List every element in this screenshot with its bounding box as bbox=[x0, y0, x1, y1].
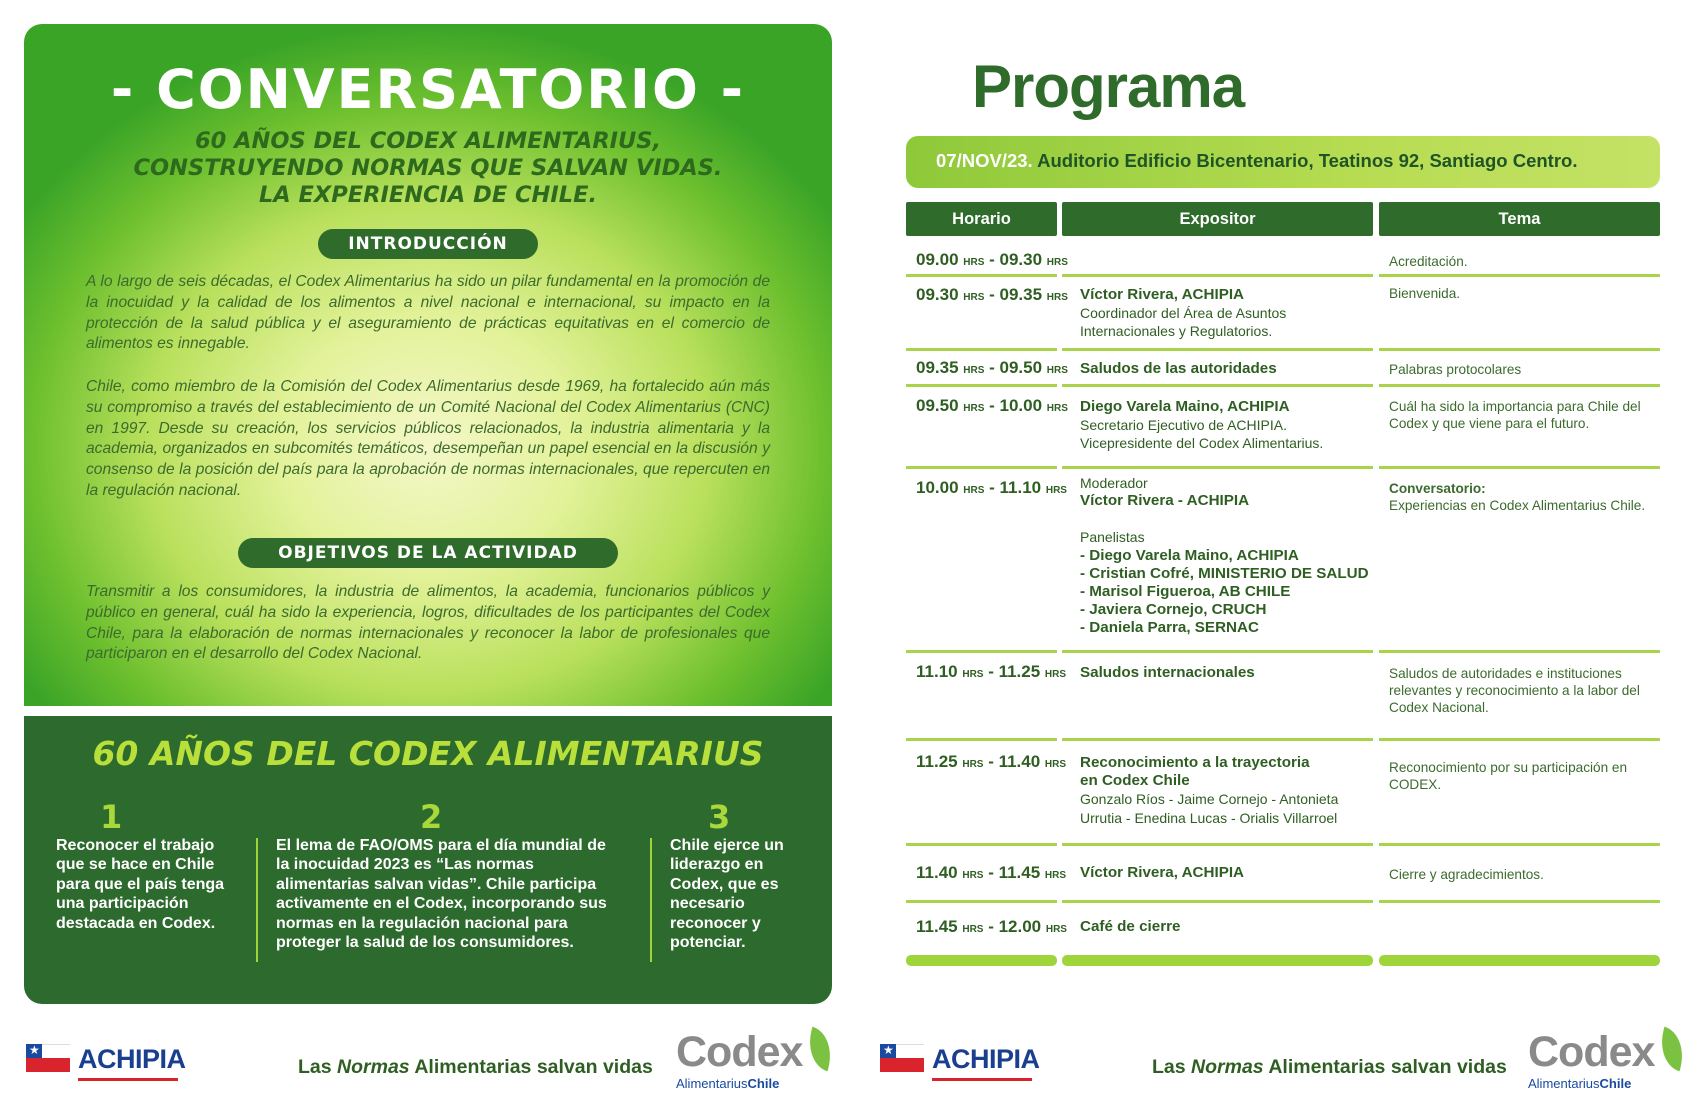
row-separator bbox=[1379, 384, 1660, 387]
tema-text: Palabras protocolares bbox=[1389, 362, 1522, 377]
objectives-paragraph: Transmitir a los consumidores, la industria de alimentos, la academia, funcionarios públicos y público en general, cuál ha sido la experiencia, logros, dificultades de los participantes del Codex Chile, para la elaboración de normas internacionales y reconocer la labor de profesionales que participaron en el desarrollo del Codex Nacional. bbox=[86, 583, 770, 663]
column-text-3: Chile ejerce un liderazgo en Codex, que es necesario reconocer y potenciar. bbox=[670, 837, 784, 952]
time-range: 09.00 HRS - 09.30 HRS bbox=[916, 250, 1068, 269]
row-separator bbox=[1062, 348, 1373, 351]
column-text-2: El lema de FAO/OMS para el día mundial de la inocuidad 2023 es “Las normas alimentarias salvan vidas”. Chile participa activamente en el Codex, incorporando sus normas en la regulación nacional para proteger la salud de los consumidores. bbox=[276, 837, 607, 952]
row-separator bbox=[1062, 466, 1373, 469]
introduction-heading: INTRODUCCIÓN bbox=[318, 229, 538, 259]
codex-logo: Codex bbox=[1528, 1028, 1655, 1076]
tema-text: Bienvenida. bbox=[1389, 286, 1461, 301]
achipia-logo: ACHIPIA bbox=[932, 1044, 1040, 1074]
intro-paragraph-1: A lo largo de seis décadas, el Codex Alimentarius ha sido un pilar fundamental en la promoción de la inocuidad y la calidad de los alimentos a nivel nacional e internacional, su impacto en la protección de la salud pública y el aseguramiento de prácticas equitativas en el comercio de alimentos es innegable. bbox=[86, 273, 770, 353]
row-separator bbox=[1062, 900, 1373, 903]
tema-text: Conversatorio: Experiencias en Codex Alimentarius Chile. bbox=[1389, 481, 1646, 513]
row-separator bbox=[906, 466, 1057, 469]
row-separator bbox=[1379, 348, 1660, 351]
time-range: 09.50 HRS - 10.00 HRS bbox=[916, 396, 1068, 415]
event-date: 07/NOV/23. bbox=[936, 150, 1033, 171]
expositor: Reconocimiento a la trayectoria en Codex Chile Gonzalo Ríos - Jaime Cornejo - Antonieta Urrutia - Enedina Lucas - Orialis Villarroel bbox=[1080, 754, 1339, 826]
row-separator bbox=[906, 900, 1057, 903]
header-horario: Horario bbox=[906, 202, 1057, 236]
subtitle-line-3: LA EXPERIENCIA DE CHILE. bbox=[258, 182, 598, 208]
intro-paragraph-2: Chile, como miembro de la Comisión del Codex Alimentarius desde 1969, ha fortalecido aún más su compromiso a través del establecimiento de un Comité Nacional del Codex Alimentarius (CNC) en 1997. Desde su creación, los servicios públicos relacionados, la industria alimentaria y la academia, organizados en subcomités temáticos, desempeñan un papel esencial en la discusión y consenso de la posición del país para la aprobación de normas internacionales, que repercuten en la regulación nacional. bbox=[86, 378, 770, 499]
column-number-2: 2 bbox=[420, 798, 443, 836]
footer-left bbox=[26, 1028, 836, 1090]
column-divider bbox=[256, 838, 258, 962]
slogan: Las Normas Alimentarias salvan vidas bbox=[298, 1056, 653, 1078]
time-range: 09.35 HRS - 09.50 HRS bbox=[916, 358, 1068, 377]
slogan: Las Normas Alimentarias salvan vidas bbox=[1152, 1056, 1507, 1078]
header-expositor: Expositor bbox=[1062, 202, 1373, 236]
subtitle-line-2: CONSTRUYENDO NORMAS QUE SALVAN VIDAS. bbox=[133, 155, 723, 181]
achipia-logo: ACHIPIA bbox=[78, 1044, 186, 1074]
codex-logo-subtitle: AlimentariusChile bbox=[676, 1076, 780, 1091]
time-range: 10.00 HRS - 11.10 HRS bbox=[916, 478, 1067, 497]
expositor: Saludos de las autoridades bbox=[1080, 360, 1277, 377]
column-number-1: 1 bbox=[100, 798, 123, 836]
achipia-underline bbox=[932, 1078, 1032, 1081]
expositor: Diego Varela Maino, ACHIPIA Secretario Ejecutivo de ACHIPIA. Vicepresidente del Codex Alimentarius. bbox=[1080, 398, 1324, 452]
tema-text: Cierre y agradecimientos. bbox=[1389, 867, 1544, 882]
row-separator bbox=[1062, 843, 1373, 846]
programa-title: Programa bbox=[972, 53, 1245, 120]
sixty-years-title: 60 AÑOS DEL CODEX ALIMENTARIUS bbox=[92, 734, 764, 773]
subtitle-line-1: 60 AÑOS DEL CODEX ALIMENTARIUS, bbox=[194, 128, 662, 154]
row-separator bbox=[906, 348, 1057, 351]
row-separator bbox=[906, 384, 1057, 387]
chile-government-logo: ★ bbox=[26, 1044, 70, 1072]
row-separator bbox=[1379, 738, 1660, 741]
row-separator bbox=[1062, 384, 1373, 387]
leaf-icon bbox=[1653, 1027, 1691, 1072]
tema-text: Saludos de autoridades e instituciones relevantes y reconocimiento a la labor del Codex Nacional. bbox=[1389, 666, 1640, 715]
row-separator bbox=[906, 650, 1057, 653]
event-venue: Auditorio Edificio Bicentenario, Teatinos 92, Santiago Centro. bbox=[1032, 150, 1578, 171]
table-bottom-bar bbox=[906, 955, 1057, 966]
row-separator bbox=[1379, 650, 1660, 653]
conversatorio-title: - CONVERSATORIO - bbox=[110, 58, 746, 121]
column-number-3: 3 bbox=[708, 798, 731, 836]
footer-right bbox=[880, 1028, 1690, 1090]
conversatorio-subtitle bbox=[24, 128, 832, 209]
sixty-years-panel bbox=[24, 716, 832, 1004]
codex-logo: Codex bbox=[676, 1028, 803, 1076]
row-separator bbox=[1062, 274, 1373, 277]
table-bottom-bar bbox=[1379, 955, 1660, 966]
row-separator bbox=[1062, 738, 1373, 741]
column-text-1: Reconocer el trabajo que se hace en Chile para que el país tenga una participación destacada en Codex. bbox=[56, 837, 225, 932]
conversatorio-panel bbox=[24, 24, 832, 706]
chile-government-logo: ★ bbox=[880, 1044, 924, 1072]
time-range: 11.45 HRS - 12.00 HRS bbox=[916, 917, 1067, 936]
objectives-heading: OBJETIVOS DE LA ACTIVIDAD bbox=[238, 538, 618, 568]
leaf-icon bbox=[801, 1027, 839, 1072]
time-range: 11.25 HRS - 11.40 HRS bbox=[916, 752, 1067, 771]
row-separator bbox=[1379, 466, 1660, 469]
tema-text: Cuál ha sido la importancia para Chile del Codex y que viene para el futuro. bbox=[1389, 399, 1641, 431]
achipia-underline bbox=[78, 1078, 178, 1081]
codex-logo-subtitle: AlimentariusChile bbox=[1528, 1076, 1632, 1091]
row-separator bbox=[1379, 843, 1660, 846]
row-separator bbox=[1379, 274, 1660, 277]
column-divider bbox=[650, 838, 652, 962]
row-separator bbox=[906, 274, 1057, 277]
header-tema: Tema bbox=[1379, 202, 1660, 236]
table-bottom-bar bbox=[1062, 955, 1373, 966]
expositor: Víctor Rivera, ACHIPIA Coordinador del Área de Asuntos Internacionales y Regulatorios. bbox=[1080, 286, 1287, 340]
date-venue-bar bbox=[906, 136, 1660, 188]
expositor: Víctor Rivera, ACHIPIA bbox=[1080, 864, 1245, 881]
expositor: Moderador Víctor Rivera - ACHIPIA Panelistas - Diego Varela Maino, ACHIPIA - Cristian Cofré, MINISTERIO DE SALUD - Marisol Figueroa, AB CHILE - Javiera Cornejo, CRUCH - Daniela Parra, SERNAC bbox=[1080, 475, 1369, 637]
tema-text: Reconocimiento por su participación en CODEX. bbox=[1389, 760, 1628, 792]
row-separator bbox=[906, 738, 1057, 741]
time-range: 11.40 HRS - 11.45 HRS bbox=[916, 863, 1067, 882]
time-range: 11.10 HRS - 11.25 HRS bbox=[916, 662, 1067, 681]
tema-text: Acreditación. bbox=[1389, 254, 1468, 269]
row-separator bbox=[1379, 900, 1660, 903]
row-separator bbox=[906, 843, 1057, 846]
time-range: 09.30 HRS - 09.35 HRS bbox=[916, 285, 1068, 304]
expositor: Café de cierre bbox=[1080, 918, 1181, 935]
expositor: Saludos internacionales bbox=[1080, 664, 1255, 681]
row-separator bbox=[1062, 650, 1373, 653]
